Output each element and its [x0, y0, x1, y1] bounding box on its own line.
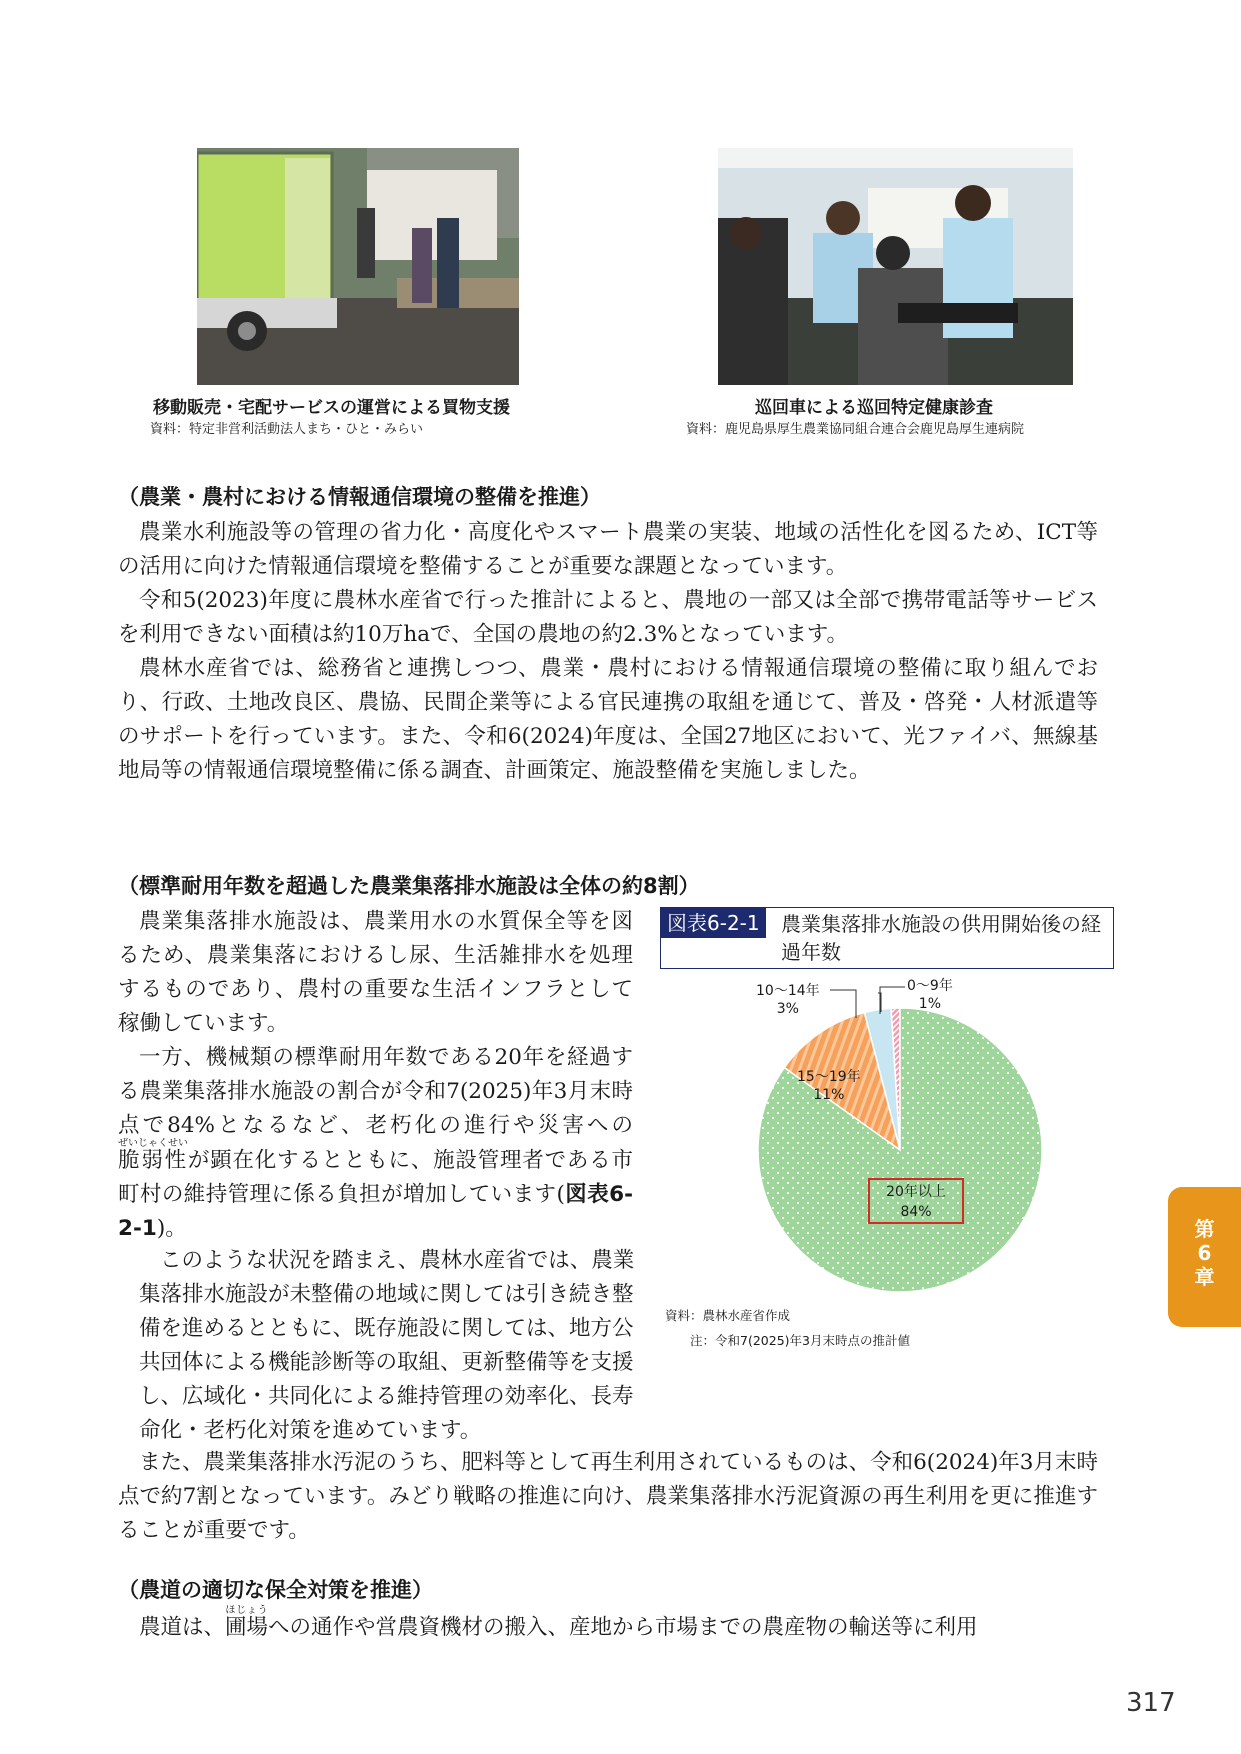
photo-2-title: 巡回車による巡回特定健康診査 — [755, 398, 993, 418]
ruby-hojou — [225, 1605, 269, 1640]
label-0-9-name: 0～9年 — [907, 978, 953, 994]
drainage-p3-text: このような状況を踏まえ、農林水産省では、農業集落排水施設が未整備の地域に関しては引き続き整備を進めるとともに、既存施設に関しては、地方公共団体による機能診断等の取組、更新整備等を支援し、広域化・共同化による維持管理の効率化、長寿命化・老朽化対策を進めています。 — [139, 1248, 635, 1443]
ruby-reading: ぜいじゃくせい — [118, 1138, 188, 1149]
ruby-hojou-reading: ほじょう — [225, 1605, 269, 1616]
ruby-hojou-base: 圃場 — [225, 1615, 269, 1640]
chapter-tab-char-2: 6 — [1197, 1241, 1212, 1265]
farm-road-after: への通作や営農資機材の搬入、産地から市場までの農産物の輸送等に利用 — [268, 1615, 978, 1640]
label-0-9-value: 1% — [918, 996, 942, 1012]
leader-0-9 — [880, 987, 905, 1014]
leader-10-14 — [830, 990, 856, 1018]
farm-road-paragraph — [118, 1605, 1108, 1645]
drainage-p2-mid: が顕在化するとともに、施設管理者である市町村の維持管理に係る負担が増加しています( — [118, 1148, 633, 1207]
label-20-plus-name: 20年以上 — [886, 1184, 946, 1200]
label-20-plus-value: 84% — [900, 1204, 932, 1220]
section-heading-drainage: （標準耐用年数を超過した農業集落排水施設は全体の約8割） — [118, 874, 700, 898]
chapter-tab-char-1: 第 — [1194, 1217, 1215, 1241]
figure-source: 資料：農林水産省作成 — [665, 1308, 791, 1323]
label-10-14-value: 3% — [776, 1001, 799, 1017]
photo-1-title: 移動販売・宅配サービスの運営による買物支援 — [153, 398, 510, 418]
chapter-tab-char-3: 章 — [1194, 1265, 1215, 1289]
paragraph-3: 農林水産省では、総務省と連携しつつ、農業・農村における情報通信環境の整備に取り組んでおり、行政、土地改良区、農協、民間企業等による官民連携の取組を通じて、普及・啓発・人材派遣等のサポートを行っています。また、令和6(2024)年度は、全国27地区において、光ファイバ、無線基地局等の情報通信環境整備に係る調査、計画策定、施設整備を実施しました。 — [118, 656, 1098, 783]
ruby-base: 脆弱性 — [118, 1148, 188, 1173]
label-10-14-name: 10～14年 — [756, 983, 820, 999]
photo-2-source: 資料：鹿児島県厚生農業協同組合連合会鹿児島厚生連病院 — [686, 422, 1025, 437]
page-number: 317 — [1126, 1688, 1176, 1718]
photo-1-source: 資料：特定非営利活動法人まち・ひと・みらい — [150, 422, 424, 437]
drainage-p2-after: )。 — [156, 1216, 187, 1241]
figure-reference: 図表6-2-1 — [118, 1182, 633, 1241]
drainage-paragraph-1: 農業集落排水施設は、農業用水の水質保全等を図るため、農業集落におけるし尿、生活雑排水を処理するものであり、農村の重要な生活インフラとして稼働しています。 — [118, 909, 633, 1036]
section-heading-farm-roads: （農道の適切な保全対策を推進） — [118, 1578, 433, 1602]
figure-number: 図表6-2-1 — [661, 908, 766, 938]
paragraph-2: 令和5(2023)年度に農林水産省で行った推計によると、農地の一部又は全部で携帯電話等サービスを利用できない面積は約10万haで、全国の農地の約2.3%となっています。 — [118, 588, 1098, 647]
figure-title: 農業集落排水施設の供用開始後の経過年数 — [781, 912, 1101, 964]
chapter-tab[interactable] — [1168, 1187, 1241, 1327]
drainage-p4-text: また、農業集落排水汚泥のうち、肥料等として再生利用されているものは、令和6(2024)年3月末時点で約7割となっています。みどり戦略の推進に向け、農業集落排水汚泥資源の再生利用を更に推進することが重要です。 — [118, 1450, 1098, 1543]
section-heading-ict: （農業・農村における情報通信環境の整備を推進） — [118, 485, 601, 509]
farm-road-before: 農道は、 — [139, 1615, 226, 1640]
label-15-19-name: 15～19年 — [797, 1069, 861, 1085]
paragraph-1: 農業水利施設等の管理の省力化・高度化やスマート農業の実装、地域の活性化を図るため、ICT等の活用に向けた情報通信環境を整備することが重要な課題となっています。 — [118, 520, 1098, 579]
drainage-p2-before: 一方、機械類の標準耐用年数である20年を経過する農業集落排水施設の割合が令和7(2025)年3月末時点で84%となるなど、老朽化の進行や災害への — [118, 1045, 633, 1138]
figure-note: 注：令和7(2025)年3月末時点の推計値 — [690, 1333, 910, 1348]
label-15-19-value: 11% — [813, 1087, 845, 1103]
